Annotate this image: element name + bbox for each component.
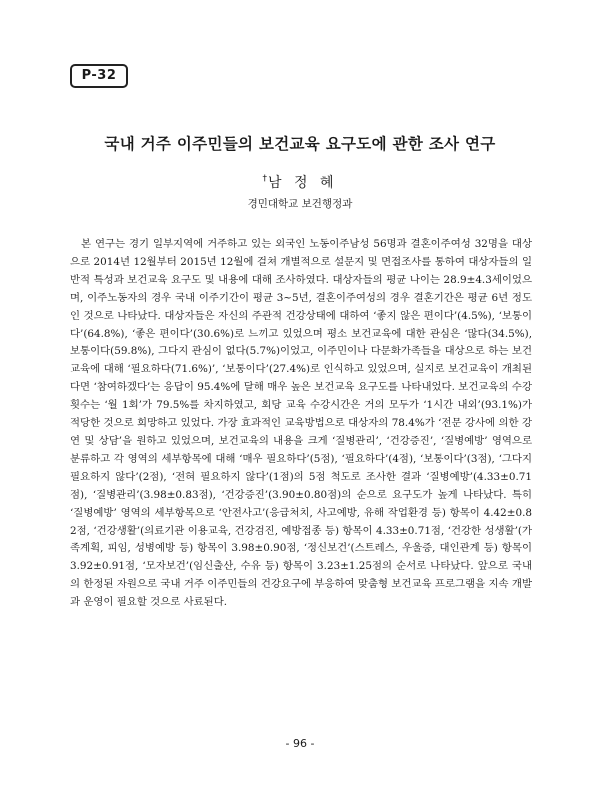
author-affiliation: 경민대학교 보건행정과 bbox=[247, 198, 353, 210]
poster-id-badge: P-32 bbox=[70, 64, 128, 88]
corresponding-author-mark: † bbox=[262, 174, 267, 184]
author-name: 남 정 혜 bbox=[268, 175, 338, 191]
page-number: - 96 - bbox=[285, 737, 315, 750]
paper-title: 국내 거주 이주민들의 보건교육 요구도에 관한 조사 연구 bbox=[104, 135, 496, 153]
author-line bbox=[0, 172, 600, 192]
abstract-body: 본 연구는 경기 일부지역에 거주하고 있는 외국인 노동이주남성 56명과 결혼이주여성 32명을 대상으로 2014년 12월부터 2015년 12월에 걸쳐 개별적으로 설문지 및 면접조사를 통하여 대상자들의 일반적 특성과 보건교육 요구도 및 내용에 대해 조사하였다. 대상자들의 평균 나이는 28.9±4.3세이었으며, 이주노동자의 경우 국내 이주기간이 평균 3~5년, 결혼이주여성의 경우 결혼기간은 평균 6년 정도인 것으로 나타났다. 대상자들은 자신의 주관적 건강상태에 대하여 ‘좋지 않은 편이다’(4.5%), ‘보통이다’(64.8%), ‘좋은 편이다’(30.6%)로 느끼고 있었으며 평소 보건교육에 대한 관심은 ‘많다(34.5%), 보통이다(59.8%), 그다지 관심이 없다(5.7%)이었고, 이주민이나 다문화가족들을 대상으로 하는 보건교육에 대해 ‘필요하다(71.6%)’, ‘보통이다’(27.4%)로 인식하고 있었으며, 실지로 보건교육이 개최된다면 ‘참여하겠다’는 응답이 95.4%에 달해 매우 높은 보건교육 요구도를 나타내었다. 보건교육의 수강횟수는 ‘월 1회’가 79.5%를 차지하였고, 회당 교육 수강시간은 거의 모두가 ‘1시간 내외’(93.1%)가 적당한 것으로 희망하고 있었다. 가장 효과적인 교육방법으로 대상자의 78.4%가 ‘전문 강사에 의한 강연 및 상담’을 원하고 있었으며, 보건교육의 내용을 크게 ‘질병관리’, ‘건강증진’, ‘질병예방’ 영역으로 분류하고 각 영역의 세부항목에 대해 ‘매우 필요하다’(5점), ‘필요하다’(4점), ‘보통이다’(3점), ‘그다지 필요하지 않다’(2점), ‘전혀 필요하지 않다’(1점)의 5점 척도로 조사한 결과 ‘질병예방’(4.33±0.71점), ‘질병관리’(3.98±0.83점), ‘건강증진’(3.90±0.80점)의 순으로 요구도가 높게 나타났다. 특히 ‘질병예방’ 영역의 세부항목으로 ‘안전사고’(응급처치, 사고예방, 유해 작업환경 등) 항목이 4.42±0.82점, ‘건강생활’(의료기관 이용교육, 건강검진, 예방접종 등) 항목이 4.33±0.71점, ‘건강한 성생활’(가족계획, 피임, 성병예방 등) 항목이 3.98±0.90점, ‘정신보건’(스트레스, 우울증, 대인관계 등) 항목이 3.92±0.91점, ‘모자보건’(임신출산, 수유 등) 항목이 3.23±1.25점의 순서로 나타났다. 앞으로 국내의 한정된 자원으로 국내 거주 이주민들의 건강요구에 부응하여 맞춤형 보건교육 프로그램을 지속 개발과 운영이 필요할 것으로 사료된다. bbox=[70, 238, 532, 609]
